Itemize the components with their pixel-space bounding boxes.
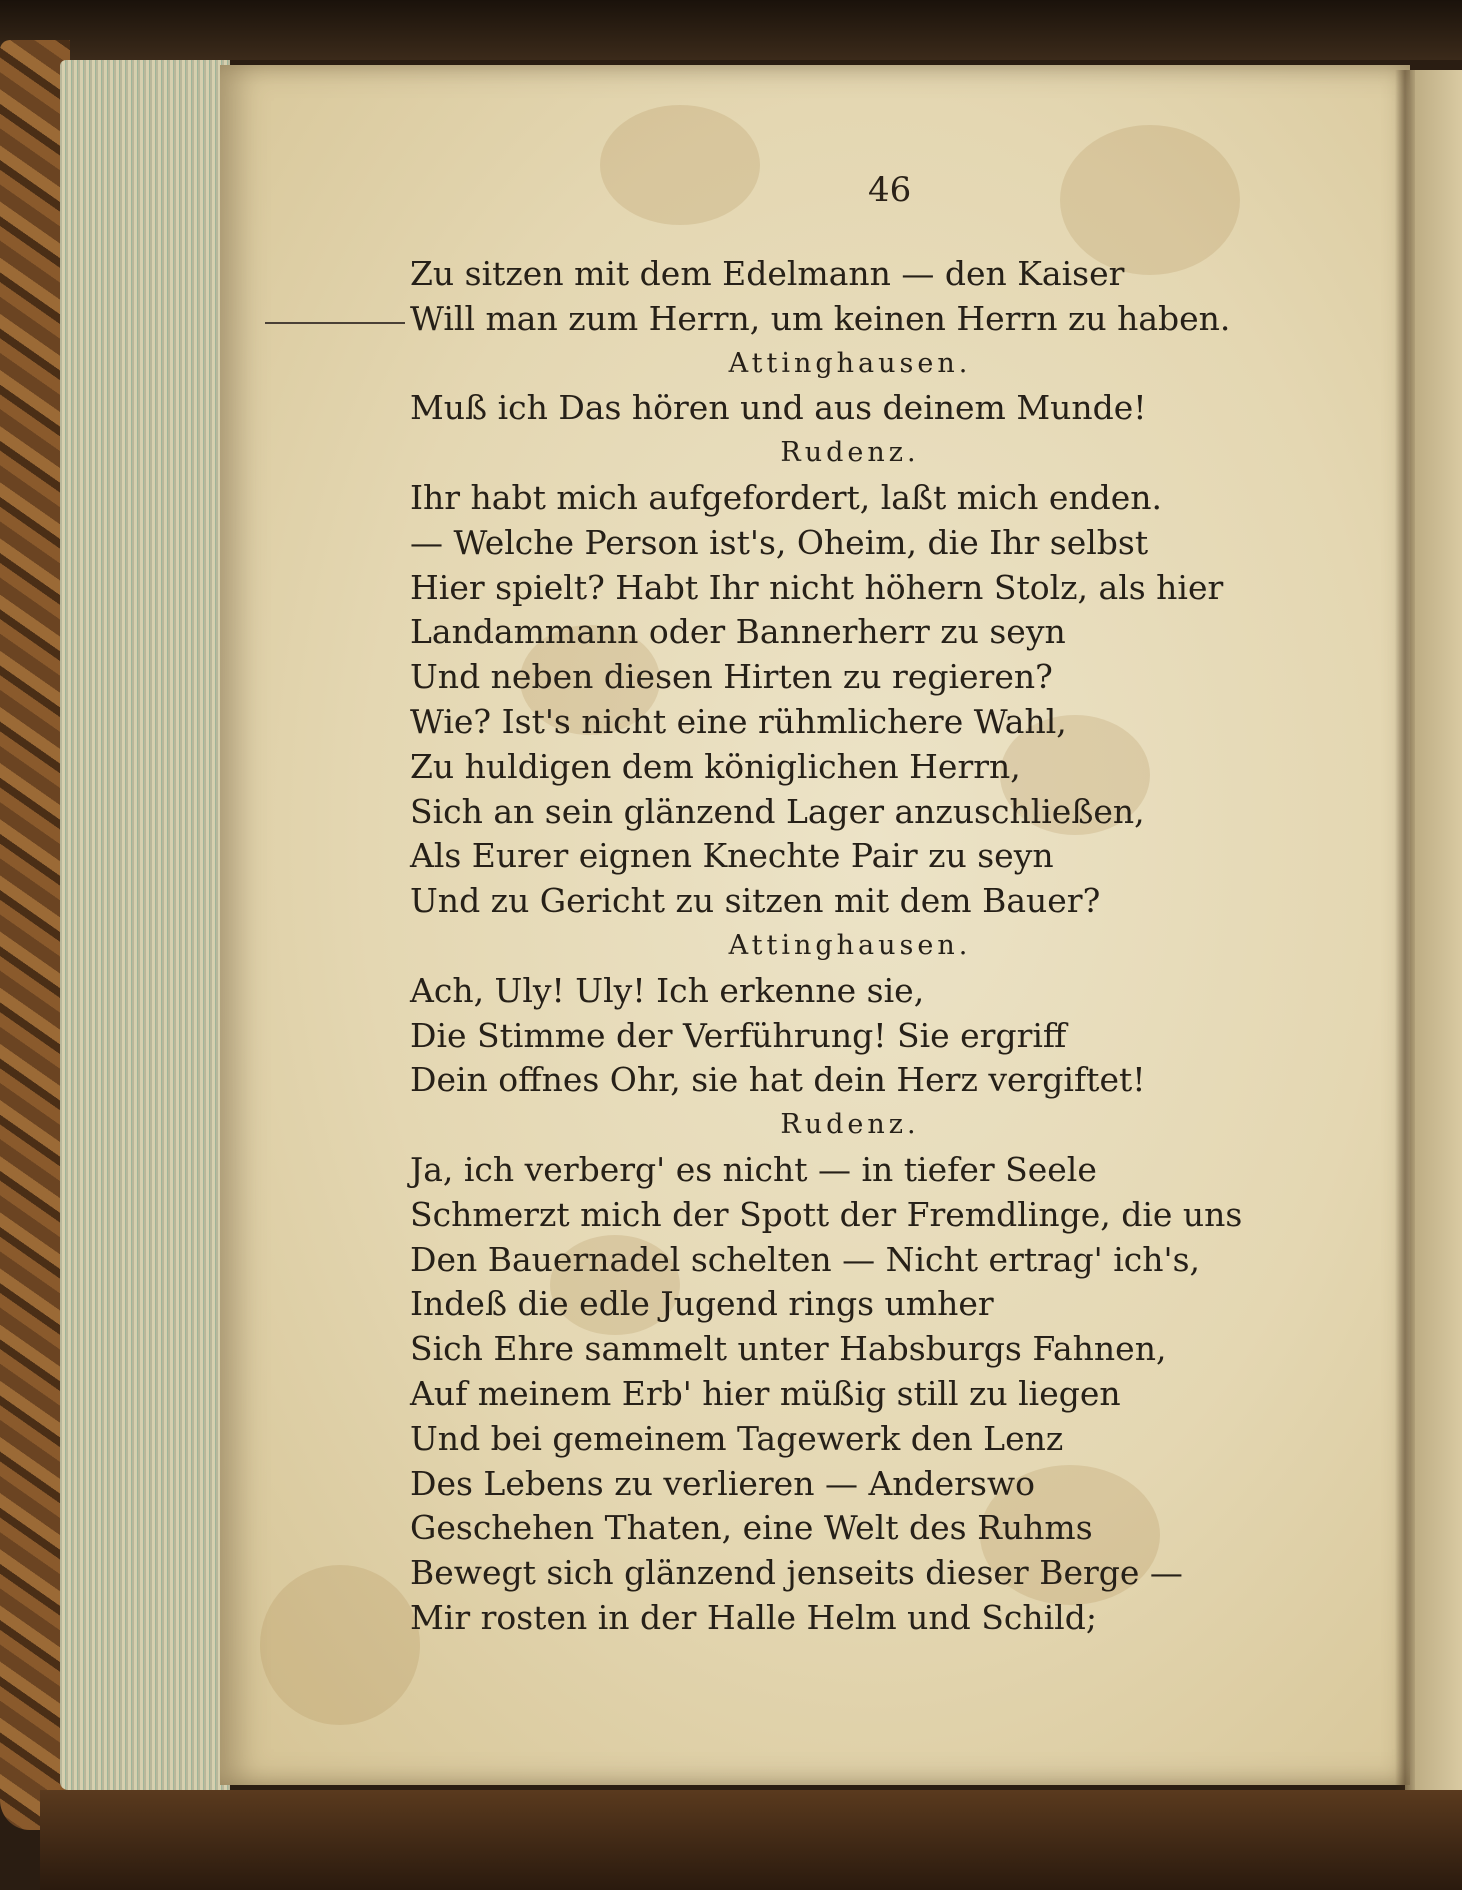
- verse-line: Des Lebens zu verlieren — Anderswo: [410, 1463, 1036, 1503]
- verse-line: Wie? Ist's nicht eine rühmlichere Wahl,: [410, 701, 1067, 741]
- verse-line: Und neben diesen Hirten zu regieren?: [410, 657, 1053, 697]
- verse-line: Landammann oder Bannerherr zu seyn: [410, 612, 1066, 652]
- verse-line: Dein offnes Ohr, sie hat dein Herz vergiftet!: [410, 1060, 1146, 1100]
- book-cover-bottom: [40, 1790, 1462, 1890]
- verse-line: Mir rosten in der Halle Helm und Schild;: [410, 1597, 1097, 1637]
- spine-shadow: [1395, 70, 1415, 1790]
- verse-line: Schmerzt mich der Spott der Fremdlinge, die uns: [410, 1194, 1243, 1234]
- page-stain: [260, 1565, 420, 1725]
- verse-line: Zu huldigen dem königlichen Herrn,: [410, 746, 1021, 786]
- verse-line: Als Eurer eignen Knechte Pair zu seyn: [410, 836, 1054, 876]
- verse-line: Indeß die edle Jugend rings umher: [410, 1284, 994, 1324]
- verse-line: Bewegt sich glänzend jenseits dieser Berge —: [410, 1553, 1183, 1593]
- page-stack-edge: [60, 60, 230, 1790]
- speaker-name: Rudenz.: [780, 1109, 920, 1141]
- verse-text-block: [410, 252, 1290, 1641]
- page-stain: [600, 105, 760, 225]
- speaker-name: Rudenz.: [780, 437, 920, 469]
- verse-line: Auf meinem Erb' hier müßig still zu liegen: [410, 1373, 1121, 1413]
- background-top: [0, 0, 1462, 60]
- verse-line: Will man zum Herrn, um keinen Herrn zu haben.: [410, 298, 1231, 338]
- speaker-name: Attinghausen.: [728, 347, 972, 379]
- verse-line: Und zu Gericht zu sitzen mit dem Bauer?: [410, 881, 1101, 921]
- verse-line: Geschehen Thaten, eine Welt des Ruhms: [410, 1508, 1093, 1548]
- speaker-name: Attinghausen.: [728, 929, 972, 961]
- verse-line: — Welche Person ist's, Oheim, die Ihr selbst: [410, 522, 1149, 562]
- verse-line: Sich Ehre sammelt unter Habsburgs Fahnen,: [410, 1329, 1167, 1369]
- margin-pencil-mark: [265, 322, 405, 324]
- page-number: 46: [868, 170, 912, 210]
- verse-line: Ach, Uly! Uly! Ich erkenne sie,: [410, 970, 925, 1010]
- verse-line: Hier spielt? Habt Ihr nicht höhern Stolz, als hier: [410, 567, 1224, 607]
- verse-line: Ihr habt mich aufgefordert, laßt mich enden.: [410, 477, 1163, 517]
- verse-line: Den Bauernadel schelten — Nicht ertrag' ich's,: [410, 1239, 1201, 1279]
- verse-line: Muß ich Das hören und aus deinem Munde!: [410, 388, 1147, 428]
- verse-line: Und bei gemeinem Tagewerk den Lenz: [410, 1418, 1064, 1458]
- verse-line: Zu sitzen mit dem Edelmann — den Kaiser: [410, 254, 1125, 293]
- verse-line: Ja, ich verberg' es nicht — in tiefer Seele: [410, 1149, 1097, 1189]
- verse-line: Sich an sein glänzend Lager anzuschließen,: [410, 791, 1145, 831]
- verse-line: Die Stimme der Verführung! Sie ergriff: [410, 1015, 1067, 1055]
